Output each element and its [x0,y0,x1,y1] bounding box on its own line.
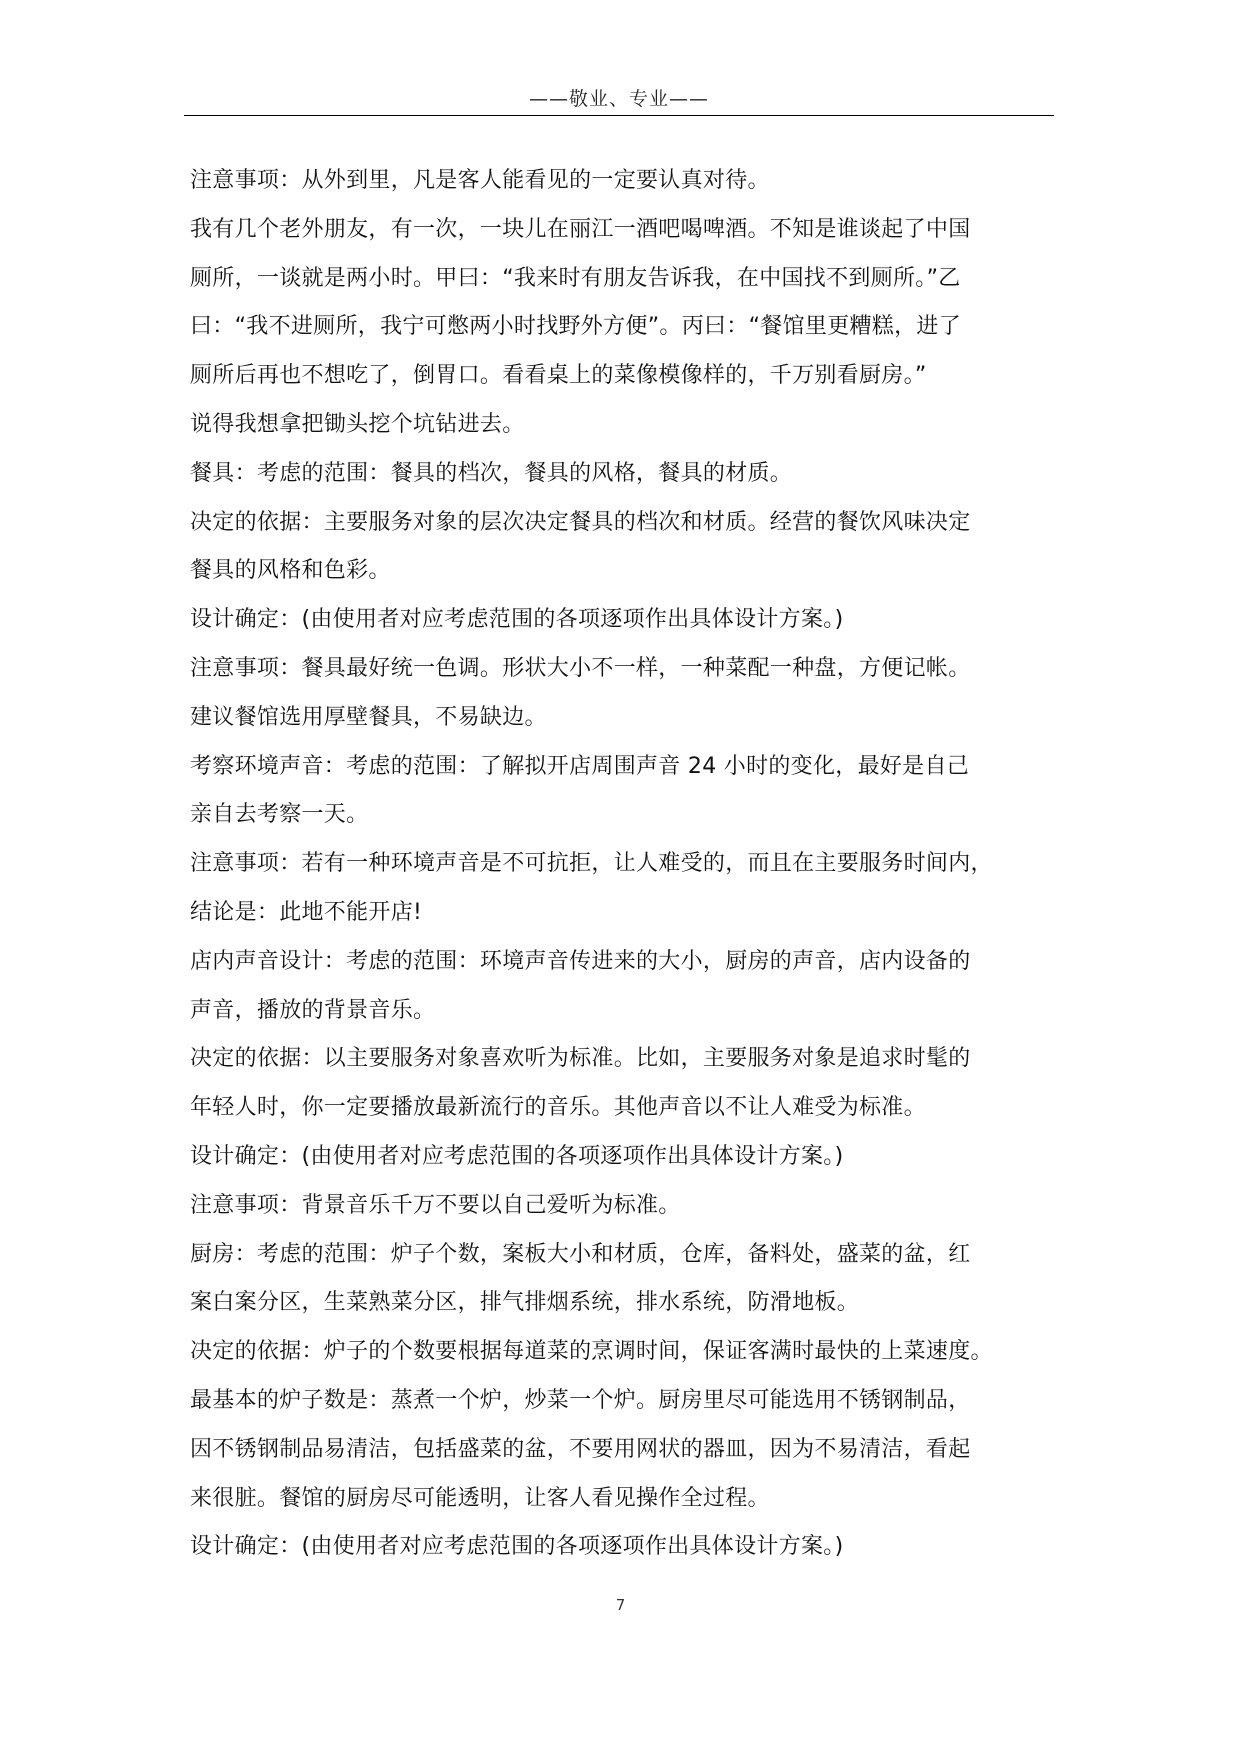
text-line: 决定的依据：以主要服务对象喜欢听为标准。比如，主要服务对象是追求时髦的 [190,1046,971,1072]
text-line: 我有几个老外朋友，有一次，一块儿在丽江一酒吧喝啤酒。不知是谁谈起了中国 [190,216,971,242]
text-line: 亲自去考察一天。 [190,802,369,828]
header-divider [184,115,1054,116]
text-line: 声音，播放的背景音乐。 [190,997,436,1023]
text-line: 决定的依据：主要服务对象的层次决定餐具的档次和材质。经营的餐饮风味决定 [190,509,971,535]
text-line: 结论是：此地不能开店! [190,899,423,925]
text-line: 设计确定：(由使用者对应考虑范围的各项逐项作出具体设计方案。) [190,1143,844,1169]
page-header: ——敬业、专业—— [528,88,709,110]
text-line: 案白案分区，生菜熟菜分区，排气排烟系统，排水系统，防滑地板。 [190,1290,860,1316]
text-line: 最基本的炉子数是：蒸煮一个炉，炒菜一个炉。厨房里尽可能选用不锈钢制品， [190,1387,971,1413]
text-line: 建议餐馆选用厚壁餐具，不易缺边。 [190,704,547,730]
text-line: 曰：“我不进厕所，我宁可憋两小时找野外方便”。丙曰：“餐馆里更糟糕，进了 [190,314,961,340]
text-line: 餐具：考虑的范围：餐具的档次，餐具的风格，餐具的材质。 [190,460,793,486]
document-body [190,157,1060,1572]
text-line: 因不锈钢制品易清洁，包括盛菜的盆，不要用网状的器皿，因为不易清洁，看起 [190,1436,971,1462]
text-line: 决定的依据：炉子的个数要根据每道菜的烹调时间，保证客满时最快的上菜速度。 [190,1339,993,1365]
text-line: 注意事项：背景音乐千万不要以自己爱听为标准。 [190,1192,681,1218]
page-number: 7 [615,1596,626,1614]
text-line: 餐具的风格和色彩。 [190,558,391,584]
text-line: 注意事项：餐具最好统一色调。形状大小不一样，一种菜配一种盘，方便记帐。 [190,655,971,681]
text-line: 厕所，一谈就是两小时。甲曰：“我来时有朋友告诉我，在中国找不到厕所。”乙 [190,265,961,291]
text-line: 注意事项：从外到里，凡是客人能看见的一定要认真对待。 [190,168,770,193]
text-line: 店内声音设计：考虑的范围：环境声音传进来的大小，厨房的声音，店内设备的 [190,948,971,974]
text-line: 厨房：考虑的范围：炉子个数，案板大小和材质，仓库，备料处，盛菜的盆，红 [190,1241,971,1267]
text-line: 说得我想拿把锄头挖个坑钻进去。 [190,411,525,437]
text-line: 来很脏。餐馆的厨房尽可能透明，让客人看见操作全过程。 [190,1485,770,1511]
text-line: 设计确定：(由使用者对应考虑范围的各项逐项作出具体设计方案。) [190,607,844,633]
text-line: 年轻人时，你一定要播放最新流行的音乐。其他声音以不让人难受为标准。 [190,1095,926,1121]
text-line: 注意事项：若有一种环境声音是不可抗拒，让人难受的，而且在主要服务时间内， [190,851,993,877]
text-line: 设计确定：(由使用者对应考虑范围的各项逐项作出具体设计方案。) [190,1534,844,1560]
text-line: 考察环境声音：考虑的范围：了解拟开店周围声音 24 小时的变化，最好是自己 [190,753,970,779]
text-line: 厕所后再也不想吃了，倒胃口。看看桌上的菜像模像样的，千万别看厨房。” [190,363,927,389]
